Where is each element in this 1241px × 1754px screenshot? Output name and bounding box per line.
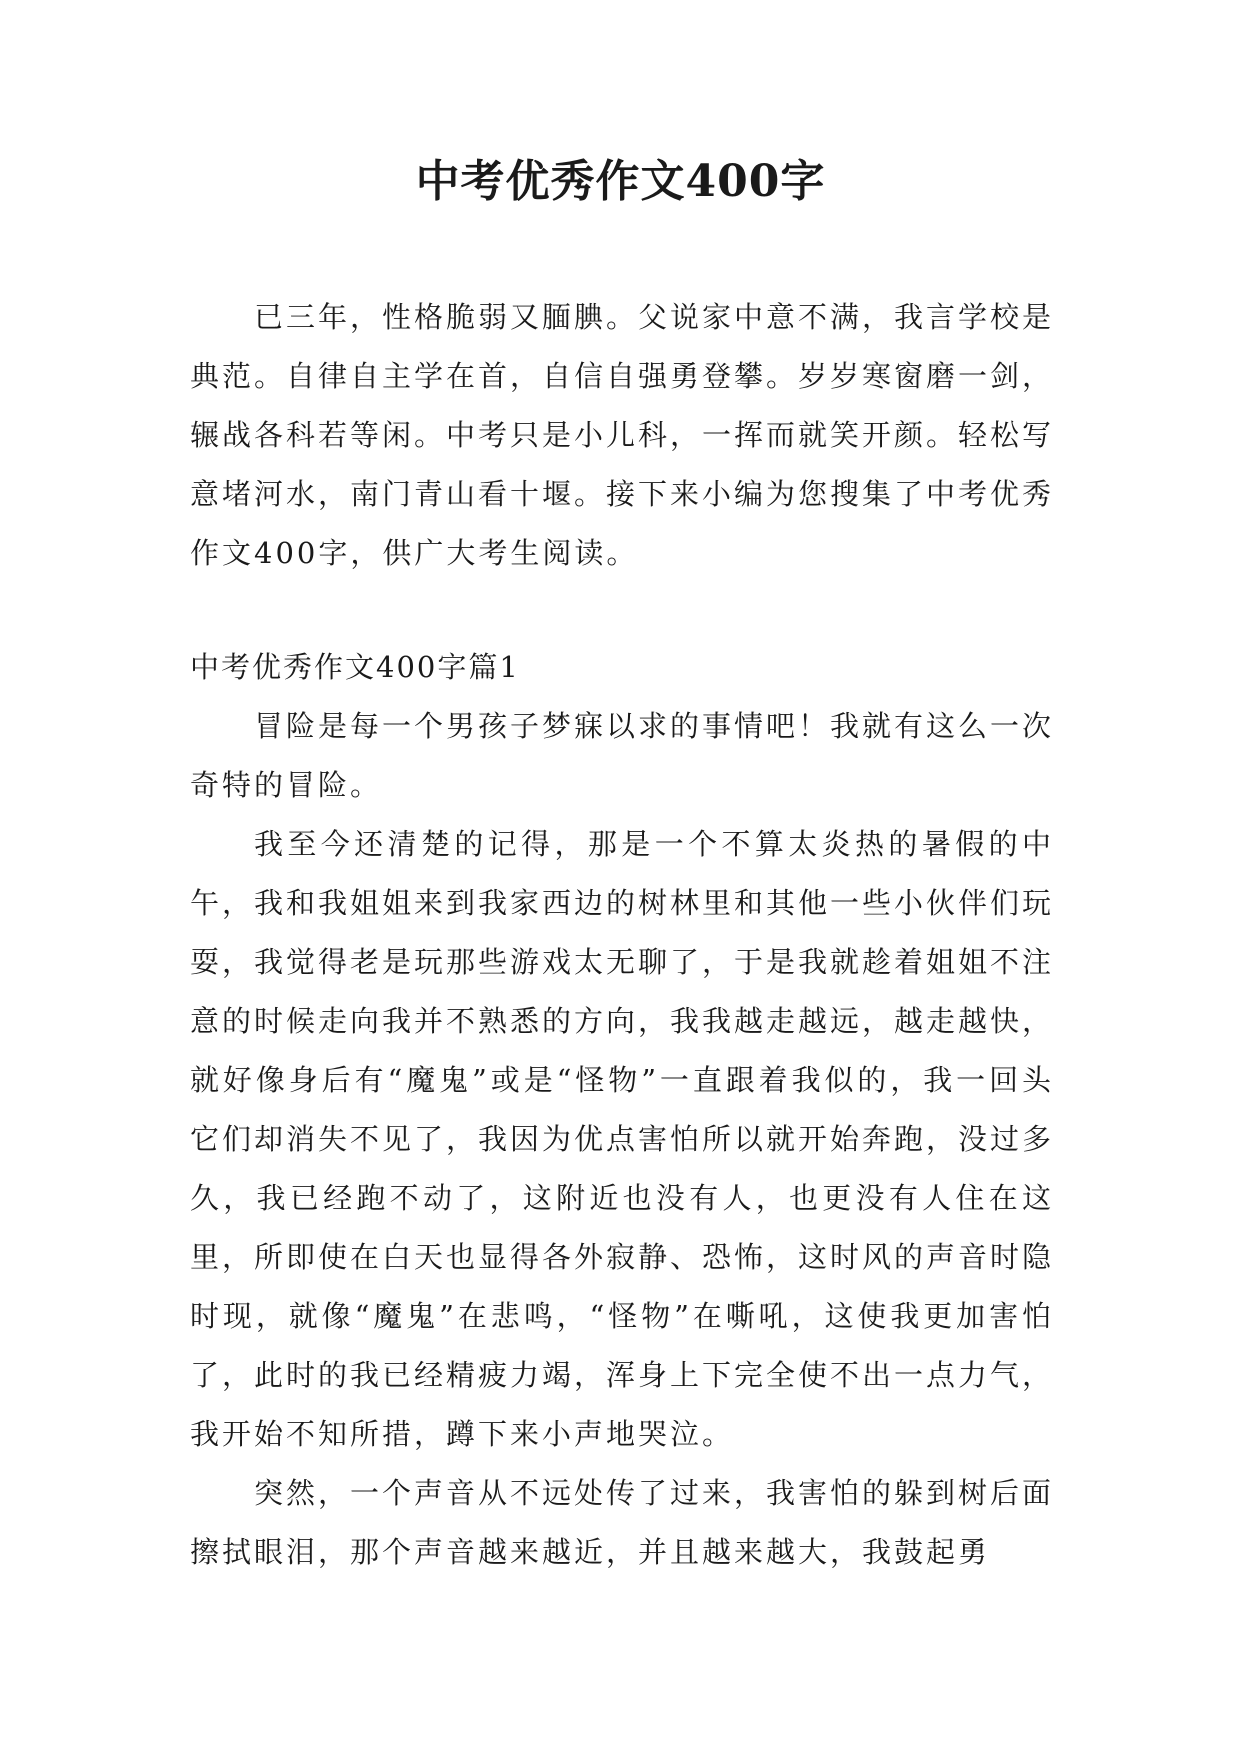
- essay-body: [190, 697, 1054, 1582]
- essay-paragraph-2: 我至今还清楚的记得，那是一个不算太炎热的暑假的中午，我和我姐姐来到我家西边的树林里和其他一些小伙伴们玩耍，我觉得老是玩那些游戏太无聊了，于是我就趁着姐姐不注意的时候走向我并不熟悉的方向，我我越走越远，越走越快，就好像身后有“魔鬼”或是“怪物”一直跟着我似的，我一回头它们却消失不见了，我因为优点害怕所以就开始奔跑，没过多久，我已经跑不动了，这附近也没有人，也更没有人住在这里，所即使在白天也显得各外寂静、恐怖，这时风的声音时隐时现，就像“魔鬼”在悲鸣，“怪物”在嘶吼，这使我更加害怕了，此时的我已经精疲力竭，浑身上下完全使不出一点力气，我开始不知所措，蹲下来小声地哭泣。: [190, 827, 1055, 1451]
- essay-paragraph-3: 突然，一个声音从不远处传了过来，我害怕的躲到树后面擦拭眼泪，那个声音越来越近，并且越来越大，我鼓起勇: [190, 1476, 1055, 1569]
- document-title: 中考优秀作文400字: [415, 156, 826, 207]
- essay-paragraph-1: 冒险是每一个男孩子梦寐以求的事情吧！我就有这么一次奇特的冒险。: [190, 709, 1055, 802]
- intro-paragraph: 已三年，性格脆弱又腼腆。父说家中意不满，我言学校是典范。自律自主学在首，自信自强勇登攀。岁岁寒窗磨一剑，辗战各科若等闲。中考只是小儿科，一挥而就笑开颜。轻松写意堵河水，南门青山看十堰。接下来小编为您搜集了中考优秀作文400字，供广大考生阅读。: [190, 300, 1055, 570]
- section-heading: 中考优秀作文400字篇1: [190, 650, 520, 684]
